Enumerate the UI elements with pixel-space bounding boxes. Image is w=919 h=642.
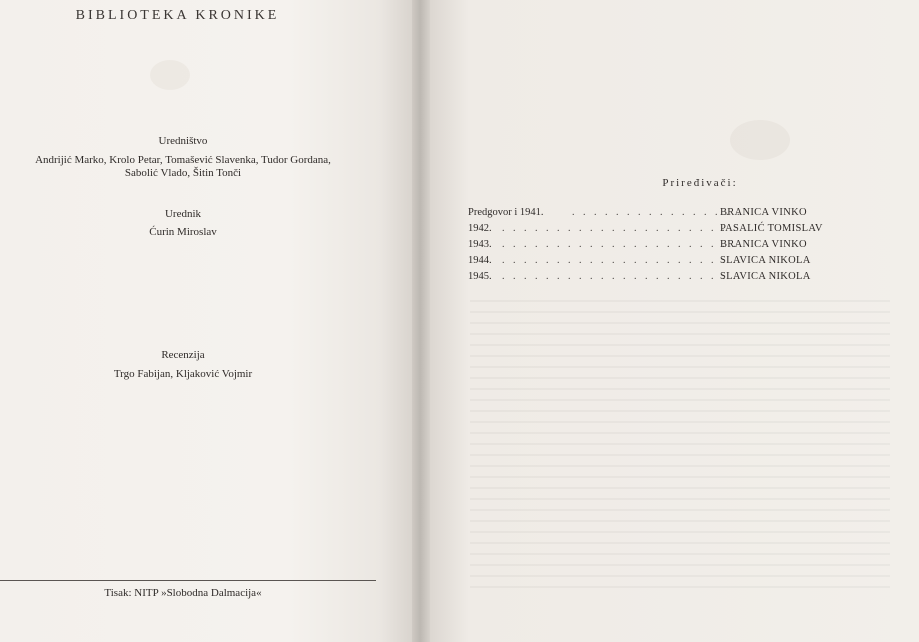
editorial-board-members-line1: Andrijić Marko, Krolo Petar, Tomašević Slavenka, Tudor Gordana,: [35, 154, 331, 166]
review-label: Recenzija: [161, 349, 205, 361]
reviewers: Trgo Fabijan, Kljaković Vojmir: [113, 368, 253, 380]
editorial-board-label: Uredništvo: [158, 135, 208, 147]
right-page: [430, 0, 919, 642]
entry-preparer: SLAVICA NIKOLA: [720, 255, 811, 266]
list-item: [468, 237, 888, 253]
entry-period: 1945.: [468, 271, 492, 282]
entry-preparer: PASALIĆ TOMISLAV: [720, 223, 823, 234]
printer-credit: Tisak: NITP »Slobodna Dalmacija«: [104, 587, 262, 599]
editorial-board-members-line2: Sabolić Vlado, Šitin Tonči: [124, 167, 242, 179]
preparers-list: [468, 205, 888, 285]
entry-period: 1944.: [468, 255, 492, 266]
entry-preparer: SLAVICA NIKOLA: [720, 271, 811, 282]
leader-dots: . . . . . . . . . . . . . . . . . . . . . .: [502, 239, 739, 250]
leader-dots: . . . . . . . . . . . . . . . . . . . . . .: [502, 255, 739, 266]
list-item: [468, 221, 888, 237]
editor-label: Urednik: [164, 208, 202, 220]
entry-period: 1943.: [468, 239, 492, 250]
series-title: BIBLIOTEKA KRONIKE: [75, 8, 280, 23]
editor-name: Ćurin Miroslav: [149, 226, 217, 238]
left-page: [0, 0, 412, 642]
list-item: [468, 269, 888, 285]
leader-dots: . . . . . . . . . . . . . . . . . . . . . .: [502, 271, 739, 282]
footer-rule: [0, 580, 376, 581]
preparers-heading: Priređivači:: [662, 177, 738, 189]
list-item: [468, 205, 888, 221]
paper-stain: [150, 60, 190, 90]
entry-preparer: BRANICA VINKO: [720, 239, 807, 250]
entry-preparer: BRANICA VINKO: [720, 207, 807, 218]
paper-stain: [730, 120, 790, 160]
list-item: [468, 253, 888, 269]
book-gutter: [412, 0, 430, 642]
leader-dots: . . . . . . . . . . . . . . . .: [572, 207, 743, 218]
bleed-through-lines: [470, 300, 890, 590]
leader-dots: . . . . . . . . . . . . . . . . . . . . . .: [502, 223, 739, 234]
entry-period: 1942.: [468, 223, 492, 234]
entry-period: Predgovor i 1941.: [468, 207, 544, 218]
